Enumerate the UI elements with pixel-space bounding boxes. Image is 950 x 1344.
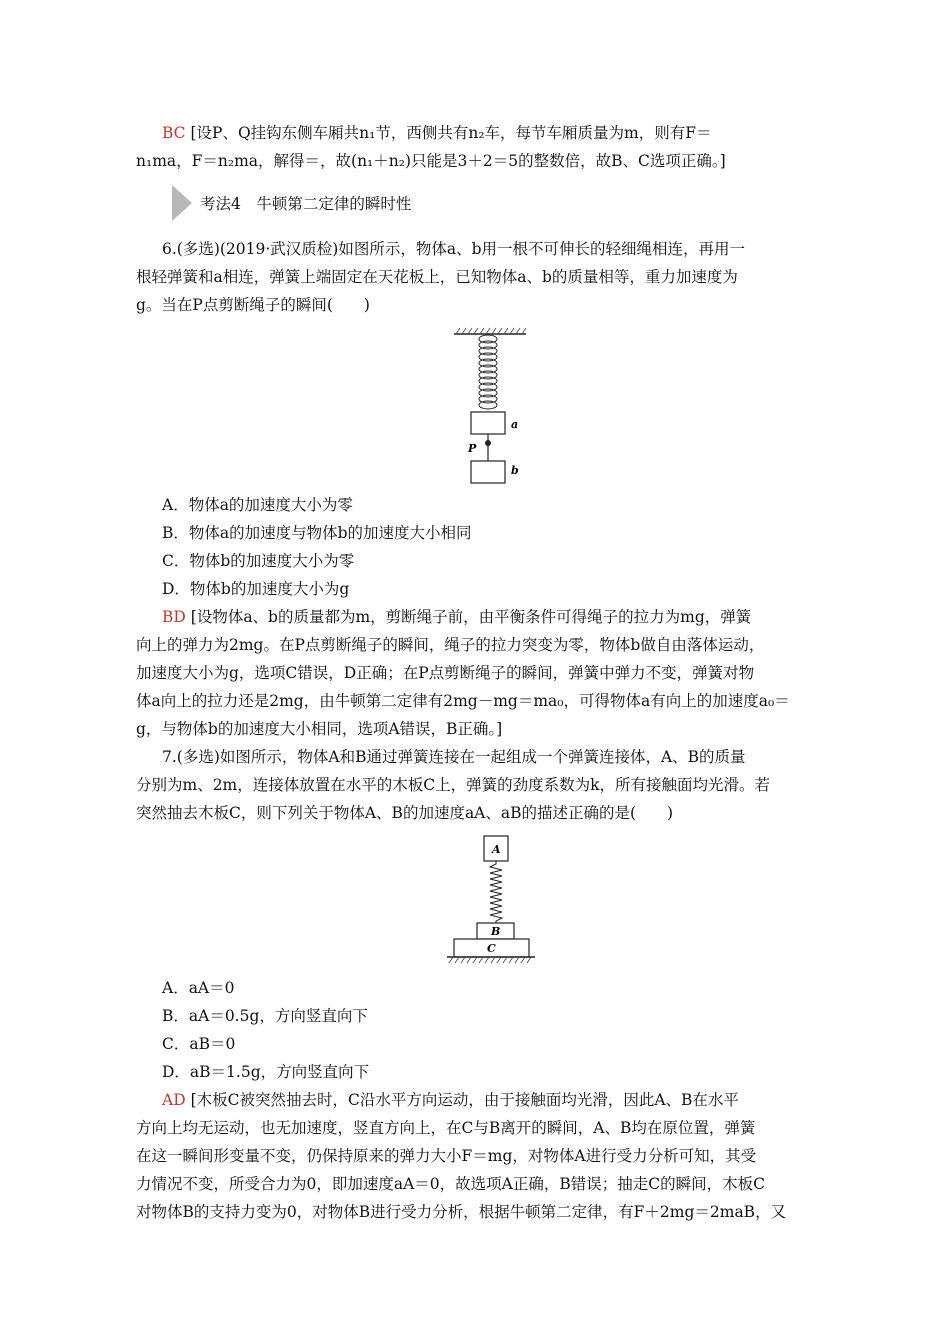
spring: [479, 335, 497, 409]
q6-explanation-5: g，与物体b的加速度大小相同，选项A错误，B正确。]: [136, 720, 503, 738]
q7-stem-1: 7.(多选)如图所示，物体A和B通过弹簧连接在一起组成一个弹簧连接体，A、B的质量: [162, 748, 746, 766]
q7-explanation-2: 方向上均无运动，也无加速度，竖直方向上，在C与B离开的瞬间，A、B均在原位置，弹簧: [136, 1119, 756, 1137]
label-a: a: [511, 418, 519, 431]
ceiling-hatch: [456, 328, 526, 334]
q7-option-a: A．aA＝0: [162, 979, 235, 997]
q6-option-b: B．物体a的加速度与物体b的加速度大小相同: [162, 524, 472, 542]
q6-option-a: A．物体a的加速度大小为零: [162, 496, 353, 514]
section-header: [172, 185, 411, 221]
q7-answer-line-1: [162, 1090, 739, 1110]
block-b: [471, 461, 505, 483]
q7-option-b: B．aA＝0.5g，方向竖直向下: [162, 1007, 368, 1025]
q6-stem-1: 6.(多选)(2019·武汉质检)如图所示，物体a、b用一根不可伸长的轻细绳相连，再用一: [162, 240, 746, 258]
label-a: A: [492, 843, 501, 856]
q6-explanation-4: 体a向上的拉力还是2mg，由牛顿第二定律有2mg－mg＝ma₀，可得物体a有向上的加速度a₀＝: [136, 692, 790, 710]
q6-answer-line-1: [162, 607, 751, 627]
q6-explanation-2: 向上的弹力为2mg。在P点剪断绳子的瞬间，绳子的拉力突变为零，物体b做自由落体运动，: [136, 636, 765, 654]
q7-explanation-1: [木板C被突然抽去时，C沿水平方向运动，由于接触面均光滑，因此A、B在水平: [190, 1091, 739, 1109]
q7-explanation-3: 在这一瞬间形变量不变，仍保持原来的弹力大小F＝mg，对物体A进行受力分析可知，其受: [136, 1147, 757, 1165]
block-a: [471, 412, 505, 434]
ground-hatch: [449, 957, 531, 963]
q7-stem-2: 分别为m、2m，连接体放置在水平的木板C上，弹簧的劲度系数为k，所有接触面均光滑。若: [136, 776, 771, 794]
q6-answer-key: BD: [162, 608, 186, 626]
q5-answer-key: BC: [162, 124, 186, 142]
label-b: b: [511, 464, 519, 477]
q5-explanation-1: [设P、Q挂钩东侧车厢共n₁节，西侧共有n₂车，每节车厢质量为m，则有F＝: [190, 124, 712, 142]
q7-stem-3: 突然抽去木板C，则下列关于物体A、B的加速度aA、aB的描述正确的是( ): [136, 804, 674, 822]
q6-stem-2: 根轻弹簧和a相连，弹簧上端固定在天花板上，已知物体a、b的质量相等，重力加速度为: [136, 268, 738, 286]
label-p: P: [468, 442, 477, 455]
q5-answer-line-1: [162, 123, 712, 143]
q7-option-c: C．aB＝0: [162, 1035, 236, 1053]
q7-option-d: D．aB＝1.5g，方向竖直向下: [162, 1063, 370, 1081]
label-b: B: [491, 925, 501, 938]
q7-answer-key: AD: [162, 1091, 186, 1109]
q7-explanation-4: 力情况不变，所受合力为0，即加速度aA＝0，故选项A正确，B错误；抽走C的瞬间，木板C: [136, 1175, 765, 1193]
q6-stem-3: g。当在P点剪断绳子的瞬间( ): [136, 296, 370, 314]
q6-option-d: D．物体b的加速度大小为g: [162, 580, 350, 598]
label-c: C: [487, 942, 496, 955]
section-title: 考法4 牛顿第二定律的瞬时性: [200, 195, 412, 213]
spring: [490, 861, 502, 923]
q7-figure: [445, 834, 540, 969]
q6-explanation-1: [设物体a、b的质量都为m，剪断绳子前，由平衡条件可得绳子的拉力为mg，弹簧: [190, 608, 752, 626]
q6-option-c: C．物体b的加速度大小为零: [162, 552, 355, 570]
point-p: [485, 440, 491, 446]
q6-explanation-3: 加速度大小为g，选项C错误，D正确；在P点剪断绳子的瞬间，弹簧中弹力不变，弹簧对物: [136, 664, 755, 682]
q7-explanation-5: 对物体B的支持力变为0，对物体B进行受力分析，根据牛顿第二定律，有F＋2mg＝2maB，又: [136, 1203, 787, 1221]
q6-figure: [450, 322, 540, 487]
section-arrow-icon: [172, 185, 192, 221]
q5-explanation-2: n₁ma，F＝n₂ma，解得＝，故(n₁＋n₂)只能是3＋2＝5的整数倍，故B、C选项正确。]: [136, 152, 726, 170]
